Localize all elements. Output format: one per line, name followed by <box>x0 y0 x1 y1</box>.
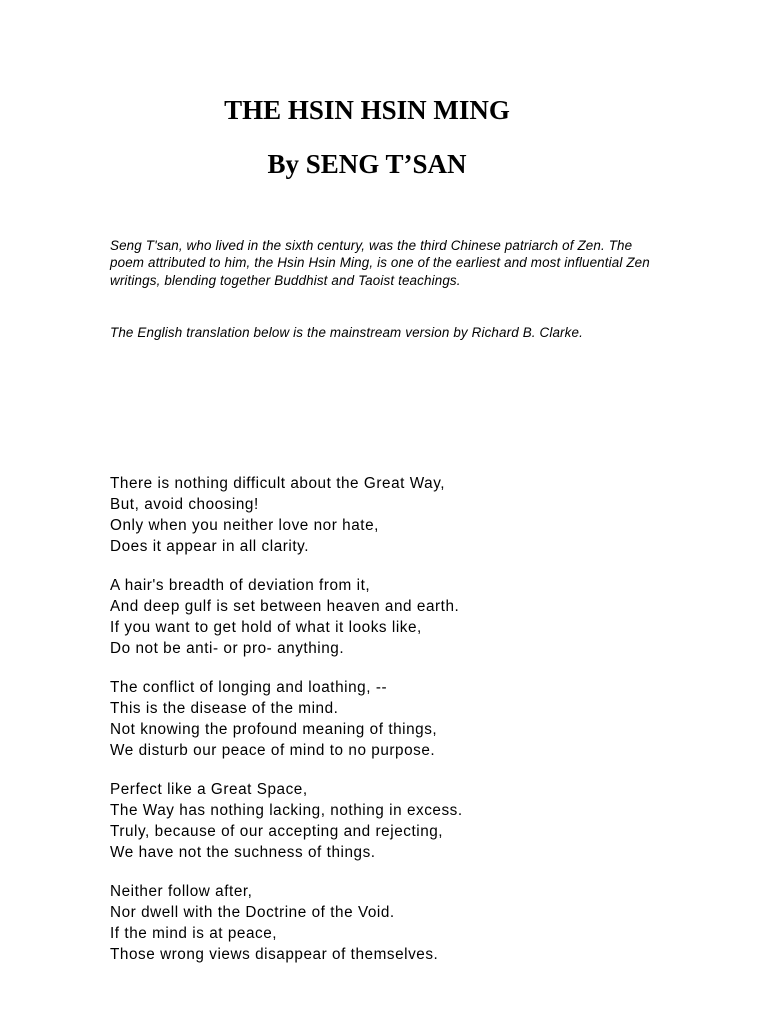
poem-line: There is nothing difficult about the Great Way, <box>110 475 446 492</box>
author-line: By SENG T’SAN <box>267 149 467 179</box>
poem-line: If the mind is at peace, <box>110 925 278 942</box>
poem-stanza <box>110 473 710 557</box>
poem-line: Not knowing the profound meaning of things, <box>110 721 438 738</box>
translation-note: The English translation below is the mainstream version by Richard B. Clarke. <box>110 325 583 340</box>
poem-body <box>110 473 710 983</box>
poem-line: Truly, because of our accepting and rejecting, <box>110 823 444 840</box>
poem-line: We disturb our peace of mind to no purpose. <box>110 742 436 759</box>
poem-line: Nor dwell with the Doctrine of the Void. <box>110 904 395 921</box>
poem-line: We have not the suchness of things. <box>110 844 376 861</box>
poem-line: The Way has nothing lacking, nothing in excess. <box>110 802 463 819</box>
poem-line: If you want to get hold of what it looks like, <box>110 619 422 636</box>
poem-line: But, avoid choosing! <box>110 496 259 513</box>
poem-line: And deep gulf is set between heaven and earth. <box>110 598 460 615</box>
poem-line: Neither follow after, <box>110 883 253 900</box>
poem-line: This is the disease of the mind. <box>110 700 339 717</box>
document-title: THE HSIN HSIN MING <box>224 95 510 125</box>
poem-line: Only when you neither love nor hate, <box>110 517 379 534</box>
poem-line: Perfect like a Great Space, <box>110 781 308 798</box>
poem-stanza <box>110 779 710 863</box>
poem-line: Do not be anti- or pro- anything. <box>110 640 345 657</box>
intro-paragraph: Seng T'san, who lived in the sixth century, was the third Chinese patriarch of Zen. The poem attributed to him, the Hsin Hsin Ming, is one of the earliest and most influential Zen writings, blending together Buddhist and Taoist teachings. <box>110 238 650 288</box>
poem-line: Those wrong views disappear of themselves. <box>110 946 439 963</box>
poem-line: A hair's breadth of deviation from it, <box>110 577 371 594</box>
poem-stanza <box>110 575 710 659</box>
poem-stanza <box>110 677 710 761</box>
poem-line: Does it appear in all clarity. <box>110 538 310 555</box>
poem-line: The conflict of longing and loathing, -- <box>110 679 388 696</box>
poem-stanza <box>110 881 710 965</box>
